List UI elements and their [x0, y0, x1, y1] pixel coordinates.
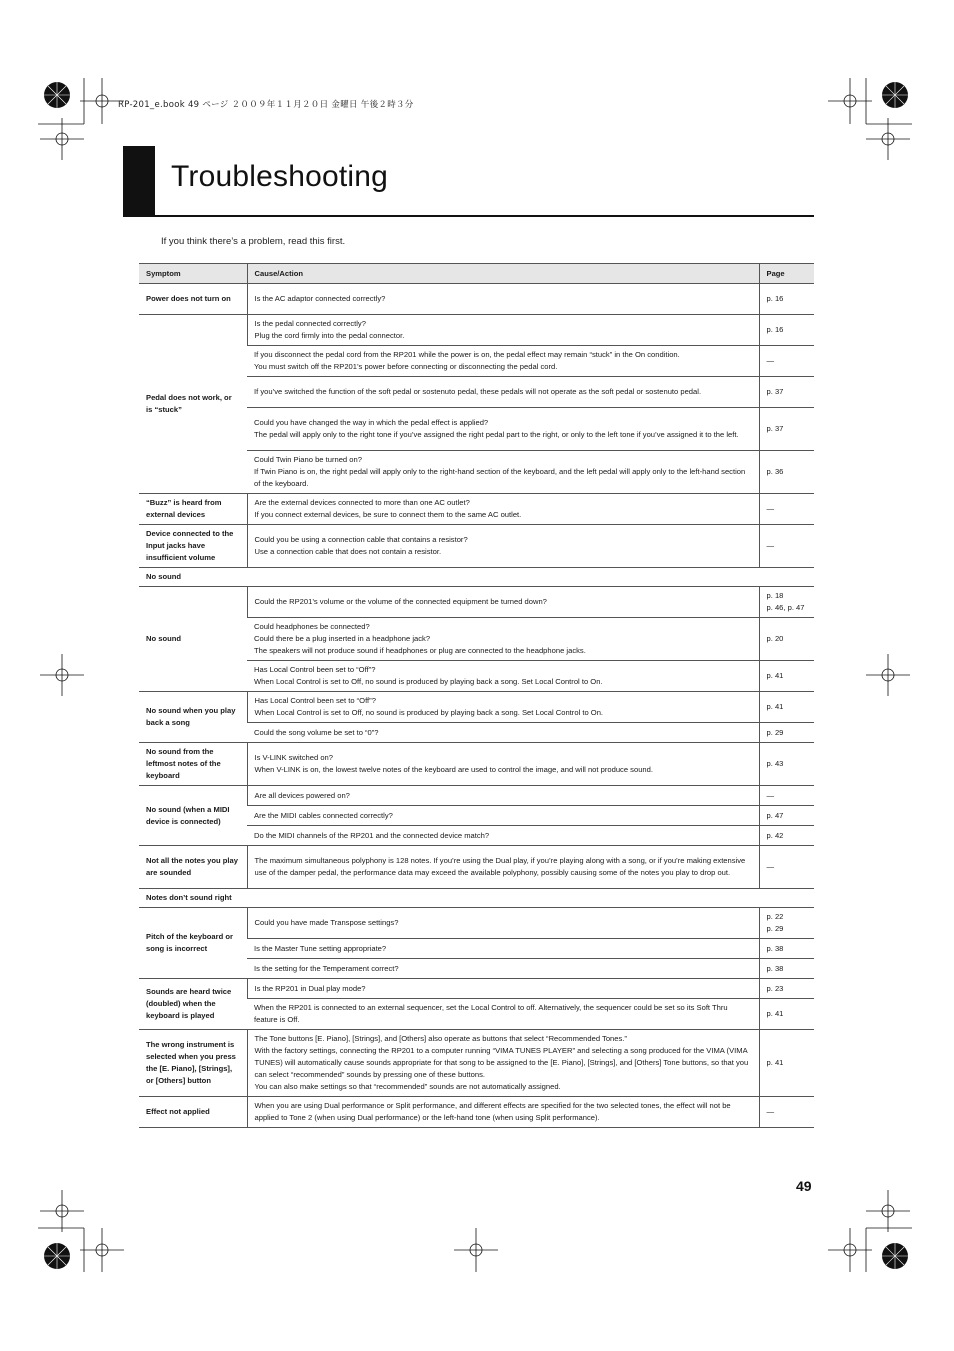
cause-cell: Has Local Control been set to “Off”? When Local Control is set to Off, no sound is produced by playing back a song. Set Local Control to On.	[247, 692, 759, 723]
page-ref-cell: p. 18 p. 46, p. 47	[759, 587, 814, 618]
cause-cell: Could the song volume be set to “0”?	[247, 723, 759, 743]
page-ref-cell: p. 16	[759, 284, 814, 315]
cause-cell: Has Local Control been set to “Off”? When Local Control is set to Off, no sound is produced by playing back a song. Set Local Control to On.	[247, 661, 759, 692]
cause-cell: Do the MIDI channels of the RP201 and the connected device match?	[247, 826, 759, 846]
cause-cell: When you are using Dual performance or Split performance, and different effects are specified for the two selected tones, the effect will not be applied to Tone 2 (when using Dual performance) or the left-hand tone (when using Split performance).	[247, 1097, 759, 1128]
cause-cell: Is V-LINK switched on? When V-LINK is on, the lowest twelve notes of the keyboard are used to control the image, and will not produce sound.	[247, 743, 759, 786]
cause-cell: Are the external devices connected to more than one AC outlet? If you connect external devices, be sure to connect them to the same AC outlet.	[247, 494, 759, 525]
page-ref-cell: —	[759, 786, 814, 806]
table-row	[139, 743, 814, 786]
page-ref-cell: p. 20	[759, 618, 814, 661]
page-ref-cell: p. 38	[759, 959, 814, 979]
symptom-cell: Pitch of the keyboard or song is incorrect	[139, 908, 247, 979]
table-row	[139, 315, 814, 346]
page-ref-cell: p. 22 p. 29	[759, 908, 814, 939]
cause-cell: Could you have made Transpose settings?	[247, 908, 759, 939]
cause-cell: Is the pedal connected correctly? Plug the cord firmly into the pedal connector.	[247, 315, 759, 346]
cause-cell: When the RP201 is connected to an external sequencer, set the Local Control to off. Alternatively, the sequencer could be set so its Soft Thru feature is Off.	[247, 999, 759, 1030]
column-header-page: Page	[759, 264, 814, 284]
cause-cell: Are the MIDI cables connected correctly?	[247, 806, 759, 826]
page-ref-cell: —	[759, 1097, 814, 1128]
cause-cell: Is the setting for the Temperament correct?	[247, 959, 759, 979]
page-ref-cell: p. 42	[759, 826, 814, 846]
symptom-cell: Effect not applied	[139, 1097, 247, 1128]
section-heading-no-sound: No sound	[139, 568, 814, 587]
table-row	[139, 1030, 814, 1097]
table-row	[139, 494, 814, 525]
page-ref-cell: p. 29	[759, 723, 814, 743]
page-ref-cell: p. 41	[759, 661, 814, 692]
section-row	[139, 889, 814, 908]
symptom-cell: The wrong instrument is selected when you press the [E. Piano], [Strings], or [Others] button	[139, 1030, 247, 1097]
file-info-header: RP-201_e.book 49 ページ ２００９年１１月２０日 金曜日 午後２時３分	[118, 100, 414, 110]
cause-cell: The Tone buttons [E. Piano], [Strings], and [Others] also operate as buttons that select “Recommended Tones.” With the factory settings, connecting the RP201 to a computer running “VIMA TUNES PLAYER” and selecting a song produced for the VIMA (VIMA TUNES) will automatically cause sounds appropriate for that song to be assigned to the [E. Piano], [Strings], and [Others] Tone buttons, so that you can select “recommended” sounds by pressing one of these buttons. You can also make settings so that “recommended” sounds are not automatically assigned.	[247, 1030, 759, 1097]
page-title: Troubleshooting	[171, 160, 389, 193]
page-ref-cell: p. 41	[759, 1030, 814, 1097]
table-row	[139, 908, 814, 939]
table-row	[139, 692, 814, 723]
cause-cell: Is the RP201 in Dual play mode?	[247, 979, 759, 999]
symptom-cell: Power does not turn on	[139, 284, 247, 315]
page-ref-cell: p. 41	[759, 692, 814, 723]
title-underline	[155, 215, 814, 217]
page-ref-cell: —	[759, 494, 814, 525]
page-ref-cell: p. 38	[759, 939, 814, 959]
table-row	[139, 587, 814, 618]
page-ref-cell: p. 16	[759, 315, 814, 346]
symptom-cell: Not all the notes you play are sounded	[139, 846, 247, 889]
page-ref-cell: p. 41	[759, 999, 814, 1030]
page-ref-cell: —	[759, 525, 814, 568]
table-header-row	[139, 264, 814, 284]
table-row	[139, 786, 814, 806]
cause-cell: Is the Master Tune setting appropriate?	[247, 939, 759, 959]
cause-cell: Are all devices powered on?	[247, 786, 759, 806]
cause-cell: Could you have changed the way in which the pedal effect is applied? The pedal will apply only to the right tone if you’ve assigned the right pedal part to the right, or only to the left tone if you’ve assigned it to the left.	[247, 408, 759, 451]
table-row	[139, 979, 814, 999]
symptom-cell: No sound	[139, 587, 247, 692]
cause-cell: Could headphones be connected? Could there be a plug inserted in a headphone jack? The speakers will not produce sound if headphones or plug are connected to the headphone jacks.	[247, 618, 759, 661]
intro-text: If you think there’s a problem, read this first.	[161, 236, 346, 247]
title-accent-bar	[123, 146, 155, 217]
symptom-cell: No sound (when a MIDI device is connected)	[139, 786, 247, 846]
table-row	[139, 525, 814, 568]
symptom-cell: Pedal does not work, or is “stuck”	[139, 315, 247, 494]
table-row	[139, 1097, 814, 1128]
page-ref-cell: —	[759, 346, 814, 377]
page-ref-cell: p. 47	[759, 806, 814, 826]
page-ref-cell: p. 36	[759, 451, 814, 494]
page-ref-cell: p. 23	[759, 979, 814, 999]
page-ref-cell: p. 43	[759, 743, 814, 786]
page-ref-cell: p. 37	[759, 408, 814, 451]
section-row	[139, 568, 814, 587]
cause-cell: If you disconnect the pedal cord from the RP201 while the power is on, the pedal effect may remain “stuck” in the On condition. You must switch off the RP201’s power before connecting or disconnecting the pedal cord.	[247, 346, 759, 377]
table-row	[139, 284, 814, 315]
cause-cell: If you’ve switched the function of the soft pedal or sostenuto pedal, these pedals will not operate as the soft pedal or sostenuto pedal.	[247, 377, 759, 408]
cause-cell: Could the RP201’s volume or the volume of the connected equipment be turned down?	[247, 587, 759, 618]
symptom-cell: No sound from the leftmost notes of the keyboard	[139, 743, 247, 786]
page-ref-cell: p. 37	[759, 377, 814, 408]
column-header-cause: Cause/Action	[247, 264, 759, 284]
cause-cell: Could Twin Piano be turned on? If Twin Piano is on, the right pedal will apply only to the right-hand section of the keyboard, and the left pedal will apply only to the left-hand section of the keyboard.	[247, 451, 759, 494]
symptom-cell: Sounds are heard twice (doubled) when the keyboard is played	[139, 979, 247, 1030]
column-header-symptom: Symptom	[139, 264, 247, 284]
cause-cell: The maximum simultaneous polyphony is 128 notes. If you’re using the Dual play, if you’re playing along with a song, or if you’re making extensive use of the damper pedal, the performance data may exceed the available polyphony, possibly causing some of the notes you play to drop out.	[247, 846, 759, 889]
symptom-cell: “Buzz” is heard from external devices	[139, 494, 247, 525]
cause-cell: Could you be using a connection cable that contains a resistor? Use a connection cable that does not contain a resistor.	[247, 525, 759, 568]
cause-cell: Is the AC adaptor connected correctly?	[247, 284, 759, 315]
troubleshooting-table	[139, 263, 814, 1128]
page-number: 49	[796, 1178, 812, 1194]
page-ref-cell: —	[759, 846, 814, 889]
symptom-cell: No sound when you play back a song	[139, 692, 247, 743]
symptom-cell: Device connected to the Input jacks have insufficient volume	[139, 525, 247, 568]
section-heading-notes-wrong: Notes don’t sound right	[139, 889, 814, 908]
table-row	[139, 846, 814, 889]
